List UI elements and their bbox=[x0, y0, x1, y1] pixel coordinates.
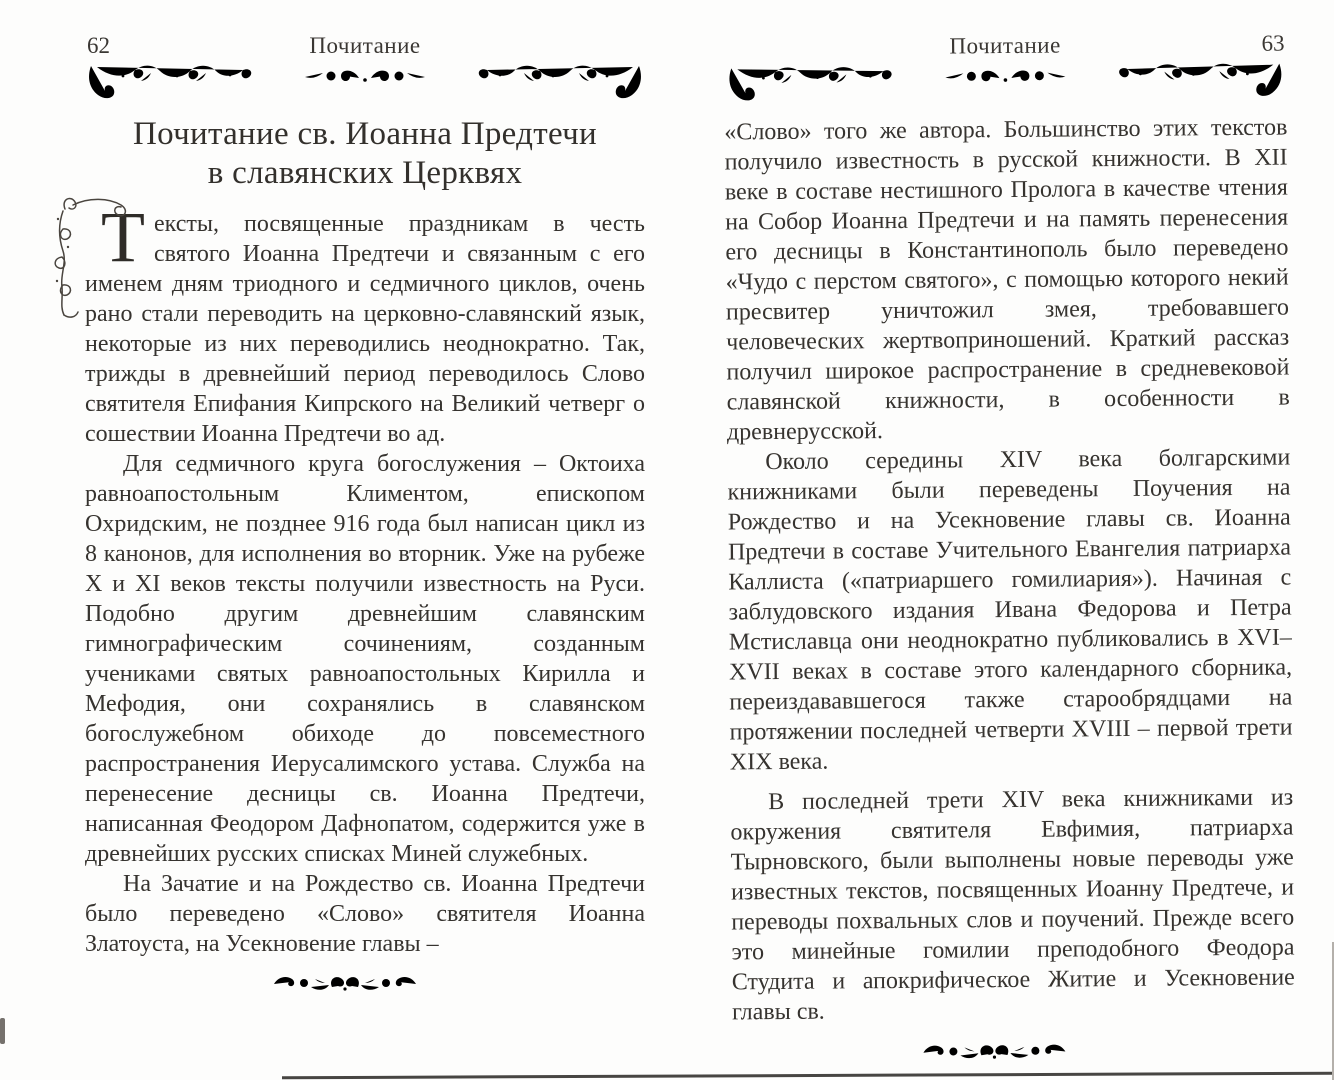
chapter-title-line-2: в славянских Церквях bbox=[207, 155, 523, 191]
paragraph bbox=[85, 197, 645, 449]
running-head: Почитание bbox=[949, 32, 1061, 59]
paragraph: На Зачатие и на Рождество св. Иоанна Предтечи было переведено «Слово» святителя Иоанна Златоуста, на Усекновение главы – bbox=[85, 871, 645, 957]
tailpiece-ornament-icon bbox=[919, 1038, 1069, 1065]
left-page-body bbox=[85, 197, 645, 959]
scan-edge-left bbox=[0, 1018, 5, 1044]
paragraph: Для седмичного круга богослужения – Октоиха равноапостольным Климентом, епископом Охридским, не позднее 916 года был написан цикл из 8 канонов, для исполнения во вторник. Уже на рубеже X и XI веков тексты получили известность на Руси. Подобно другим древнейшим славянским гимнографическим сочинениям, созданным учениками святых равноапостольных Кирилла и Мефодия, они сохранялись в славянском богослужебном обиходе до повсеместного распространения Иерусалимского устава. Служба на перенесение десницы св. Иоанна Предтечи, написанная Феодором Дафнопатом, содержится уже в древнейших русских списках Миней служебных. bbox=[85, 451, 645, 867]
right-page bbox=[723, 0, 1295, 1080]
dropcap-flourish-icon bbox=[51, 195, 147, 321]
page-number: 62 bbox=[87, 33, 110, 58]
dropcap-letter: Т bbox=[101, 197, 145, 277]
left-page-header bbox=[85, 0, 645, 60]
paragraph: Около середины XIV века болгарскими книжниками были переведены Поучения на Рождество и на Усекновение главы св. Иоанна Предтечи в составе Учительного Евангелия патриарха Каллиста («патриаршего гомилиария»). Начиная с заблудовского издания Ивана Федорова и Петра Мстиславца они неоднократно публиковались в XVI–XVII веках в составе этого календарного сборника, переиздававшегося также старообрядцами на протяжении последней четверти XVIII – первой трети XIX века. bbox=[727, 444, 1293, 776]
right-page-header bbox=[723, 0, 1287, 62]
headband-ornament-icon bbox=[85, 63, 645, 107]
chapter-title bbox=[85, 115, 645, 193]
paragraph: «Слово» того же автора. Большинство этих текстов получило известность в русской книжности. В XII веке в составе нестишного Пролога в качестве чтения на Собор Иоанна Предтечи и на память перенесения его десницы в Константинополь было переведено «Чудо с перстом святого», с помощью которого некий пресвитер уничтожил змея, требовавшего человеческих жертвоприношений. Краткий рассказ получил широкое распространение в средневековой славянской книжности, в особенности в древнерусской. bbox=[724, 114, 1290, 446]
tailpiece bbox=[65, 971, 625, 1002]
left-page bbox=[85, 0, 645, 1080]
running-head: Почитание bbox=[309, 33, 421, 58]
tailpiece-ornament-icon bbox=[270, 971, 420, 997]
dropcap-block bbox=[85, 197, 149, 277]
chapter-title-line-1: Почитание св. Иоанна Предтечи bbox=[133, 116, 597, 152]
page-number: 63 bbox=[1261, 30, 1285, 56]
headband-ornament-icon bbox=[724, 61, 1287, 110]
paragraph: В последней трети XIV века книжниками из окружения святителя Евфимия, патриарха Тырновского, были выполнены новые переводы уже известных текстов, посвященных Иоанну Предтече, и переводы похвальных слов и поучений. Прежде всего это минейные гомилии преподобного Феодора Студита и апокрифическое Житие и Усекновение главы св. bbox=[730, 784, 1295, 1026]
paragraph-text: ексты, посвященные праздникам в честь святого Иоанна Предтечи и связанным с его именем дням триодного и седмичного циклов, очень рано стали переводить на церковно-славянский язык, некоторые из них переводились неоднократно. Так, трижды в древнейший период переводилось Слово святителя Епифания Кипрского на Великий четверг о сошествии Иоанна Предтечи во ад. bbox=[85, 211, 645, 447]
right-page-body bbox=[724, 113, 1295, 1028]
tailpiece bbox=[712, 1037, 1275, 1073]
